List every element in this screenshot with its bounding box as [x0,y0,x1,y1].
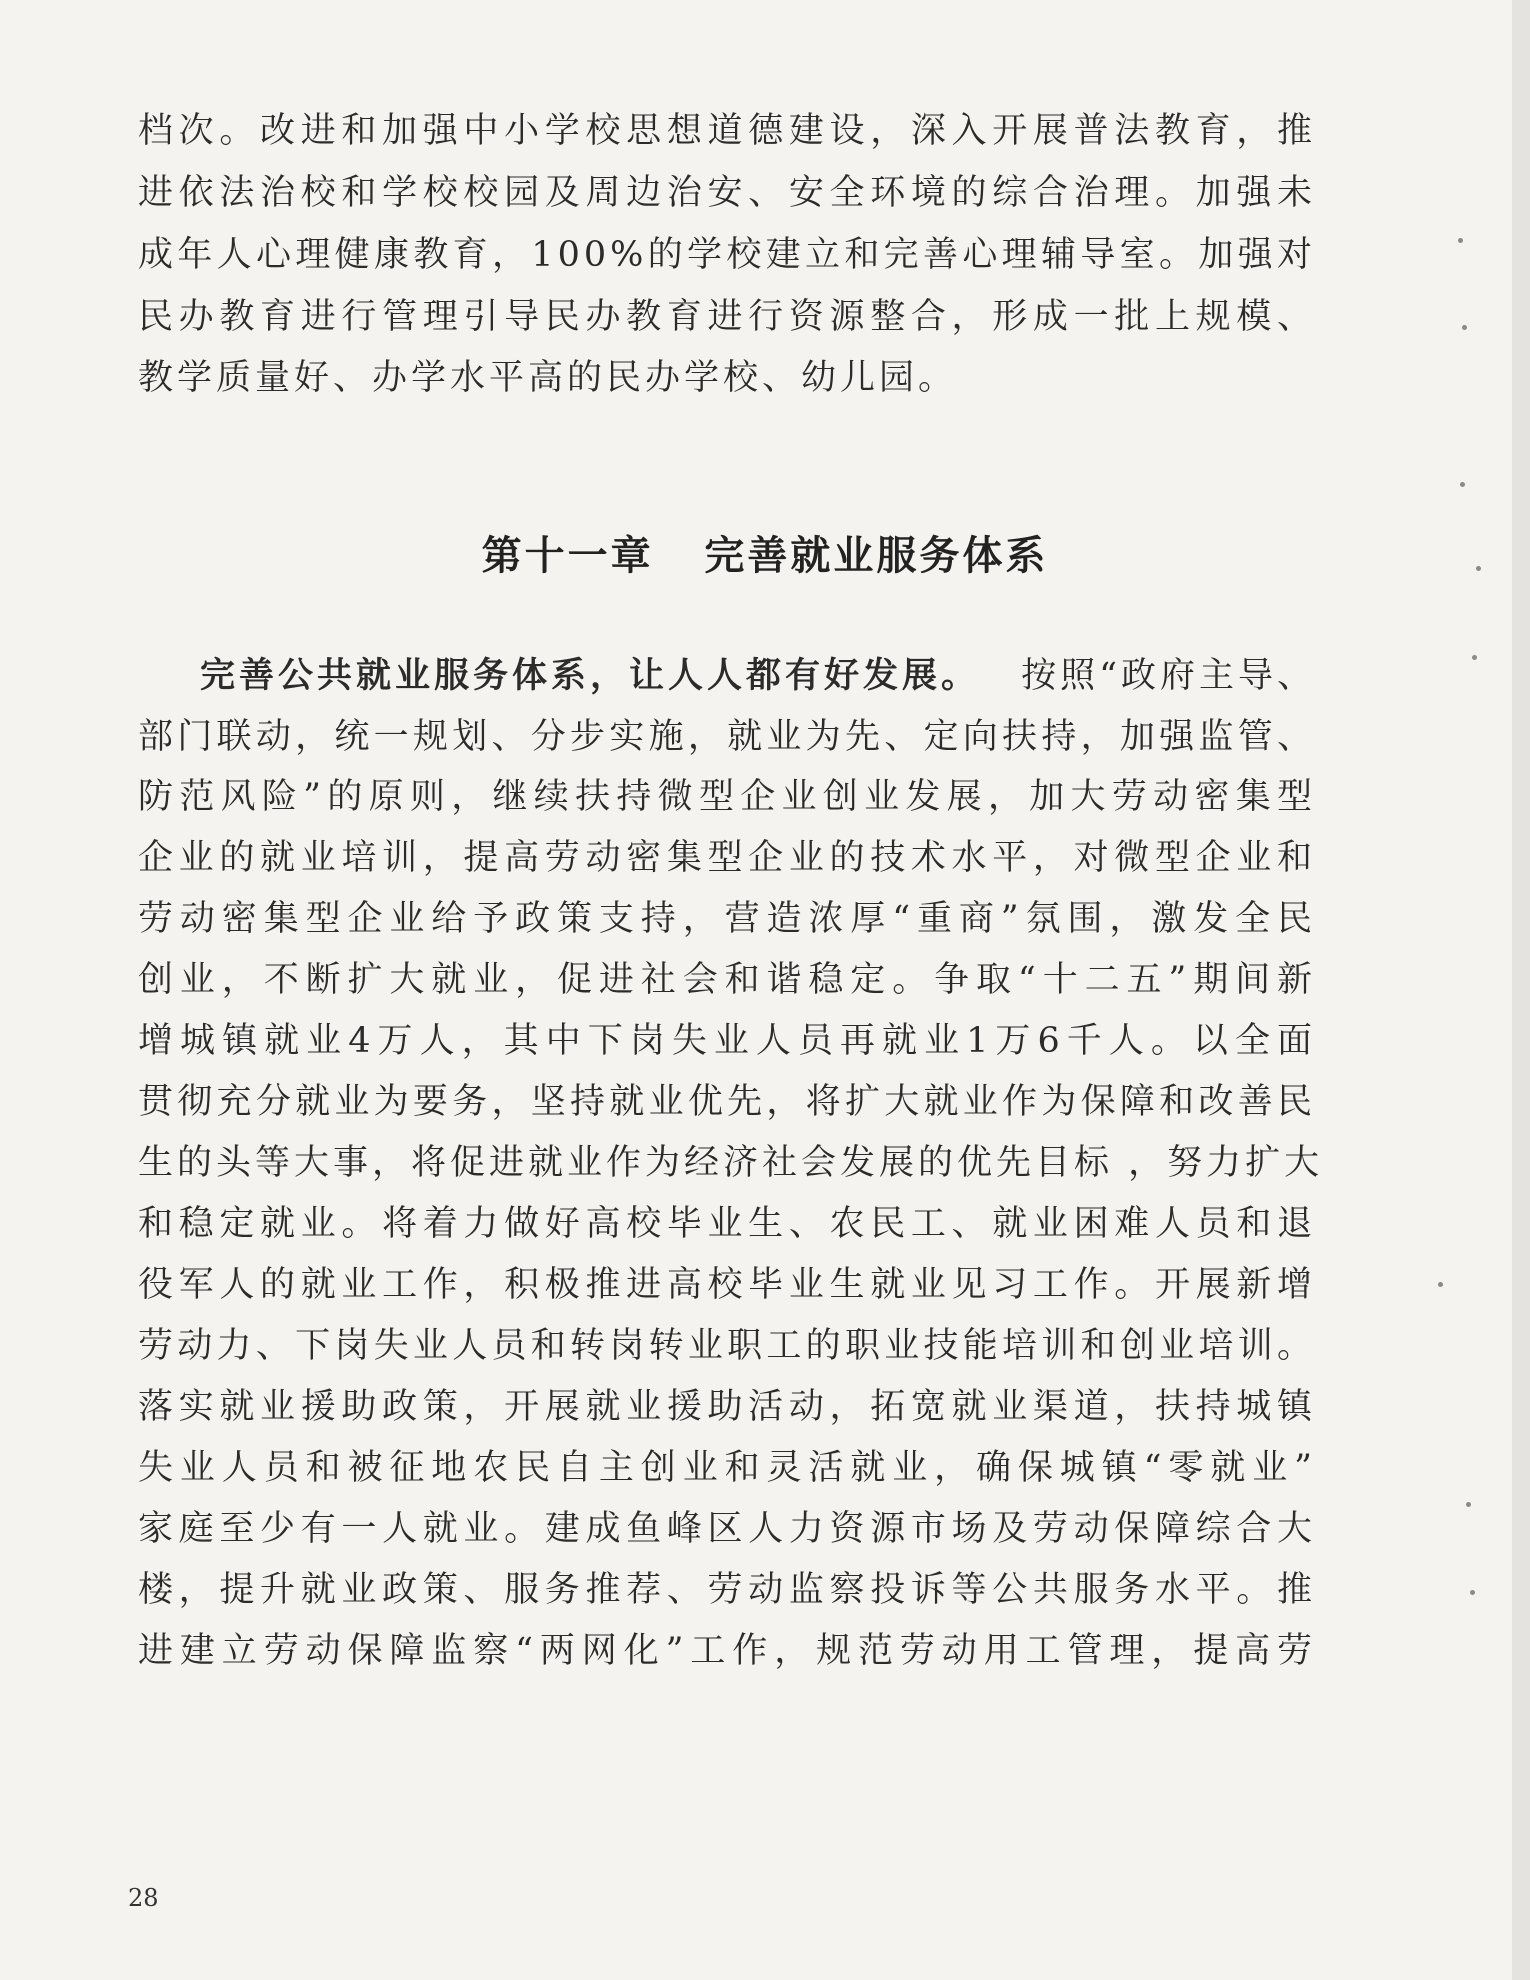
body-line-6: 增城镇就业4万人，其中下岗失业人员再就业1万6千人。以全面 [138,1021,1316,1061]
scan-speck [1458,238,1463,243]
section-first-rest: 按照“政府主导、 [1021,656,1316,696]
scan-speck [1476,566,1481,571]
scan-speck [1466,1502,1471,1507]
body-line-11: 劳动力、下岗失业人员和转岗转业职工的职业技能培训和创业培训。 [138,1326,1316,1366]
body-line-12: 落实就业援助政策，开展就业援助活动，拓宽就业渠道，扶持城镇 [138,1387,1316,1427]
body-line-4: 劳动密集型企业给予政策支持，营造浓厚“重商”氛围，激发全民 [138,899,1316,939]
body-line-10: 役军人的就业工作，积极推进高校毕业生就业见习工作。开展新增 [138,1265,1316,1305]
body-line-16: 进建立劳动保障监察“两网化”工作，规范劳动用工管理，提高劳 [138,1631,1316,1671]
body-line-1: 部门联动，统一规划、分步实施，就业为先、定向扶持，加强监管、 [138,717,1316,757]
intro-line-4: 民办教育进行管理引导民办教育进行资源整合，形成一批上规模、 [138,297,1316,337]
section-lead: 完善公共就业服务体系，让人人都有好发展。 [200,655,981,696]
body-line-13: 失业人员和被征地农民自主创业和灵活就业，确保城镇“零就业” [138,1448,1316,1488]
body-line-15: 楼，提升就业政策、服务推荐、劳动监察投诉等公共服务水平。推 [138,1570,1316,1610]
intro-line-3: 成年人心理健康教育，100%的学校建立和完善心理辅导室。加强对 [138,235,1316,275]
body-line-14: 家庭至少有一人就业。建成鱼峰区人力资源市场及劳动保障综合大 [138,1509,1316,1549]
scan-speck [1460,482,1465,487]
body-line-8: 生的头等大事，将促进就业作为经济社会发展的优先目标 ，努力扩大 [138,1143,1324,1183]
intro-line-1: 档次。改进和加强中小学校思想道德建设，深入开展普法教育，推 [138,111,1316,151]
intro-line-5: 教学质量好、办学水平高的民办学校、幼儿园。 [138,358,958,398]
body-line-3: 企业的就业培训，提高劳动密集型企业的技术水平，对微型企业和 [138,838,1316,878]
body-line-9: 和稳定就业。将着力做好高校毕业生、农民工、就业困难人员和退 [138,1204,1316,1244]
page-edge-shadow [1512,0,1530,1980]
scan-speck [1438,1282,1443,1287]
intro-line-2: 进依法治校和学校校园及周边治安、安全环境的综合治理。加强未 [138,173,1316,213]
body-line-7: 贯彻充分就业为要务，坚持就业优先，将扩大就业作为保障和改善民 [138,1082,1316,1122]
scan-speck [1472,655,1477,660]
scan-speck [1470,1590,1475,1595]
page-number: 28 [128,1884,159,1912]
section-first-line [200,656,1316,696]
body-line-5: 创业，不断扩大就业，促进社会和谐稳定。争取“十二五”期间新 [138,960,1316,1000]
scan-speck [1462,325,1467,330]
body-line-2: 防范风险”的原则，继续扶持微型企业创业发展，加大劳动密集型 [138,777,1316,817]
chapter-title: 第十一章 完善就业服务体系 [481,533,1049,579]
